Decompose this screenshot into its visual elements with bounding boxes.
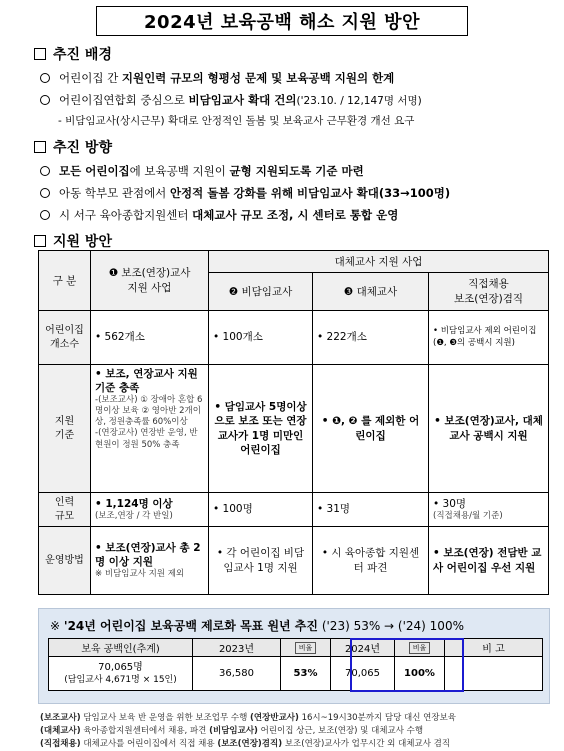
text: 담임교사 보육 반 운영을 위한 보조업무 수행 — [80, 713, 251, 723]
section-heading-text: 추진 배경 — [53, 47, 112, 63]
text: 53% — [293, 668, 318, 679]
text: • 222개소 — [317, 331, 367, 344]
table-cell — [313, 311, 429, 365]
text-bold: (보조(연장)겸직) — [217, 739, 283, 749]
text: 어린이집 간 — [59, 71, 122, 85]
table-header-substitute-group — [209, 251, 549, 273]
goal-header-ratio-2023 — [281, 639, 331, 657]
goal-header-ratio-2024 — [395, 639, 445, 657]
text: 보육 공백인(추계) — [81, 644, 160, 655]
circle-bullet-icon — [40, 210, 50, 220]
text: 구 분 — [52, 275, 77, 287]
text: • 보조(연장) 전담반 교사 어린이집 우선 지원 — [433, 547, 542, 574]
circle-bullet-icon — [40, 166, 50, 176]
table-header-non-homeroom — [209, 273, 313, 311]
text: 아동 학부모 관점에서 — [59, 186, 170, 200]
section-heading-direction — [34, 137, 112, 157]
section-heading-text: 추진 방향 — [53, 140, 112, 156]
goal-header-2024 — [331, 639, 395, 657]
page-title — [96, 6, 468, 36]
text: 비 고 — [482, 644, 505, 655]
table-header-substitute — [313, 273, 429, 311]
text-bold: (비담임교사) — [209, 726, 258, 736]
table-cell — [91, 493, 209, 527]
section-heading-background — [34, 44, 112, 64]
text: • 각 어린이집 비담임교사 1명 지원 — [216, 547, 305, 574]
goal-cell-label — [49, 657, 193, 691]
footnote-2 — [40, 724, 423, 736]
text: ❶ 보조(연장)교사 지원 사업 — [108, 267, 191, 294]
text: 비율 — [409, 642, 431, 654]
text: 지원 기준 — [54, 416, 75, 441]
goal-cell-note — [445, 657, 543, 691]
text: ❸ 대체교사 — [343, 286, 398, 298]
text: (담임교사 4,671명 × 15인) — [64, 675, 177, 686]
table-cell — [429, 527, 549, 595]
footnote-1 — [40, 711, 456, 723]
checkbox-square-icon — [34, 48, 46, 60]
text-bold: 모든 어린이집 — [59, 164, 130, 178]
support-plan-table — [38, 250, 549, 595]
text: 시 서구 육아종합지원센터 — [59, 208, 193, 222]
text: 어린이집 상근, 보조(연장) 및 대체교사 수행 — [257, 726, 424, 736]
text-bold: 안정적 돌봄 강화를 위해 비담임교사 확대(33→100명) — [169, 186, 451, 200]
goal-cell-2023 — [193, 657, 281, 691]
text: • 비담임교사 제외 어린이집 (❶, ❸의 공백시 지원) — [433, 326, 537, 348]
background-item-1 — [40, 70, 394, 86]
goal-header-note — [445, 639, 543, 657]
text: • 100명 — [213, 503, 253, 516]
text: ('23) 53% → ('24) 100% — [321, 619, 464, 633]
text: 대체교사를 어린이집에서 직접 채용 — [80, 739, 218, 749]
goal-header-2023 — [193, 639, 281, 657]
text: • 30명 — [433, 497, 467, 510]
table-cell — [209, 493, 313, 527]
table-cell — [313, 493, 429, 527]
text: • 보조(연장)교사, 대체교사 공백시 지원 — [434, 415, 543, 442]
text-bold: '24년 어린이집 보육공백 제로화 목표 원년 추진 — [63, 619, 318, 633]
text: 어린이집연합회 중심으로 — [59, 93, 189, 107]
goal-title — [50, 617, 464, 634]
row-head — [39, 527, 91, 595]
table-cell — [429, 365, 549, 493]
section-heading-text: 지원 방안 — [53, 234, 112, 250]
text: • 시 육아종합 지원센터 파견 — [321, 547, 420, 574]
goal-cell-ratio-2024 — [395, 657, 445, 691]
text-bold: (보조교사) — [40, 713, 81, 723]
table-row — [49, 657, 543, 691]
text-bold: 균형 지원되도록 기준 마련 — [229, 164, 364, 178]
section-heading-plan — [34, 231, 112, 251]
row-head — [39, 493, 91, 527]
text: 인력 규모 — [54, 497, 75, 522]
checkbox-square-icon — [34, 141, 46, 153]
text: • 보조, 연장교사 지원기준 충족 — [95, 368, 198, 395]
background-subnote: - 비담임교사(상시근무) 확대로 안정적인 돌봄 및 보육교사 근무환경 개선 요구 — [58, 115, 415, 127]
text: 비율 — [295, 642, 317, 654]
text-bold: 대체교사 규모 조정, 시 센터로 통합 운영 — [192, 208, 399, 222]
text: 2024년 — [344, 644, 381, 655]
circle-bullet-icon — [40, 188, 50, 198]
table-cell — [209, 365, 313, 493]
text: • 100개소 — [213, 331, 263, 344]
goal-cell-ratio-2023 — [281, 657, 331, 691]
table-cell — [91, 365, 209, 493]
text: -(연장교사) 연장반 운영, 반 현원이 정원 50% 충족 — [95, 428, 198, 450]
page-title-text: 2024년 보육공백 해소 지원 방안 — [144, 12, 420, 33]
text: 70,065명 — [98, 661, 143, 673]
table-cell — [91, 311, 209, 365]
text: • ❶, ❷ 를 제외한 어린이집 — [321, 415, 420, 442]
text-bold: 비담임교사 확대 건의 — [188, 93, 297, 107]
text-bold: (연장반교사) — [250, 713, 299, 723]
text: 대체교사 지원 사업 — [334, 256, 423, 268]
row-head — [39, 365, 91, 493]
circle-bullet-icon — [40, 95, 50, 105]
text: (보조,연장 / 각 반일) — [95, 511, 173, 522]
circle-bullet-icon — [40, 73, 50, 83]
table-row — [39, 527, 549, 595]
table-cell — [91, 527, 209, 595]
text: ※ — [50, 619, 61, 633]
text-bold: (대체교사) — [40, 726, 81, 736]
text: 36,580 — [219, 668, 254, 679]
text: 2023년 — [218, 644, 255, 655]
text-bold: (직접채용) — [40, 739, 81, 749]
background-item-2 — [40, 92, 422, 108]
text: • 31명 — [317, 503, 351, 516]
table-cell — [209, 311, 313, 365]
text: ('23.10. / 12,147명 서명) — [296, 95, 422, 107]
text-bold: 지원인력 규모의 형평성 문제 및 보육공백 지원의 한계 — [121, 71, 395, 85]
table-header-category — [39, 251, 91, 311]
text: 70,065 — [345, 668, 380, 679]
text: 직접채용 보조(연장)겸직 — [453, 278, 524, 305]
table-cell — [429, 493, 549, 527]
text: -(보조교사) ① 장애아 혼합 6명이상 보육 ② 영아반 2개이상, 정원충족률 60%이상 — [95, 395, 203, 428]
text: 16시~19시30분까지 담당 대신 연장보육 — [298, 713, 456, 723]
text: • 562개소 — [95, 331, 145, 344]
goal-header-label — [49, 639, 193, 657]
goal-cell-2024 — [331, 657, 395, 691]
text: 육아종합지원센터에서 채용, 파견 — [80, 726, 210, 736]
text: • 보조(연장)교사 총 2명 이상 지원 — [95, 541, 201, 568]
text: (직접채용/월 기준) — [433, 511, 503, 522]
text: 보조(연장)교사가 업무시간 외 대체교사 겸직 — [282, 739, 451, 749]
table-row — [39, 365, 549, 493]
footnote-3 — [40, 737, 450, 749]
text: 어린이집 개소수 — [45, 325, 84, 350]
table-cell — [429, 311, 549, 365]
text: 운영방법 — [45, 554, 84, 566]
text: 에 보육공백 지원이 — [129, 164, 230, 178]
text: • 1,124명 이상 — [95, 497, 173, 510]
table-header-direct-hire — [429, 273, 549, 311]
table-header-assistant — [91, 251, 209, 311]
table-cell — [313, 527, 429, 595]
table-row — [39, 493, 549, 527]
text: 100% — [404, 668, 435, 679]
text: • 담임교사 5명이상으로 보조 또는 연장교사가 1명 미만인 어린이집 — [214, 401, 307, 456]
checkbox-square-icon — [34, 235, 46, 247]
direction-item-3 — [40, 207, 398, 223]
direction-item-1 — [40, 163, 364, 179]
table-row — [39, 311, 549, 365]
text: ※ 비담임교사 지원 제외 — [95, 569, 185, 580]
direction-item-2 — [40, 185, 450, 201]
goal-table — [48, 638, 543, 691]
row-head — [39, 311, 91, 365]
table-cell — [209, 527, 313, 595]
text: ❷ 비담임교사 — [228, 286, 293, 298]
table-cell — [313, 365, 429, 493]
